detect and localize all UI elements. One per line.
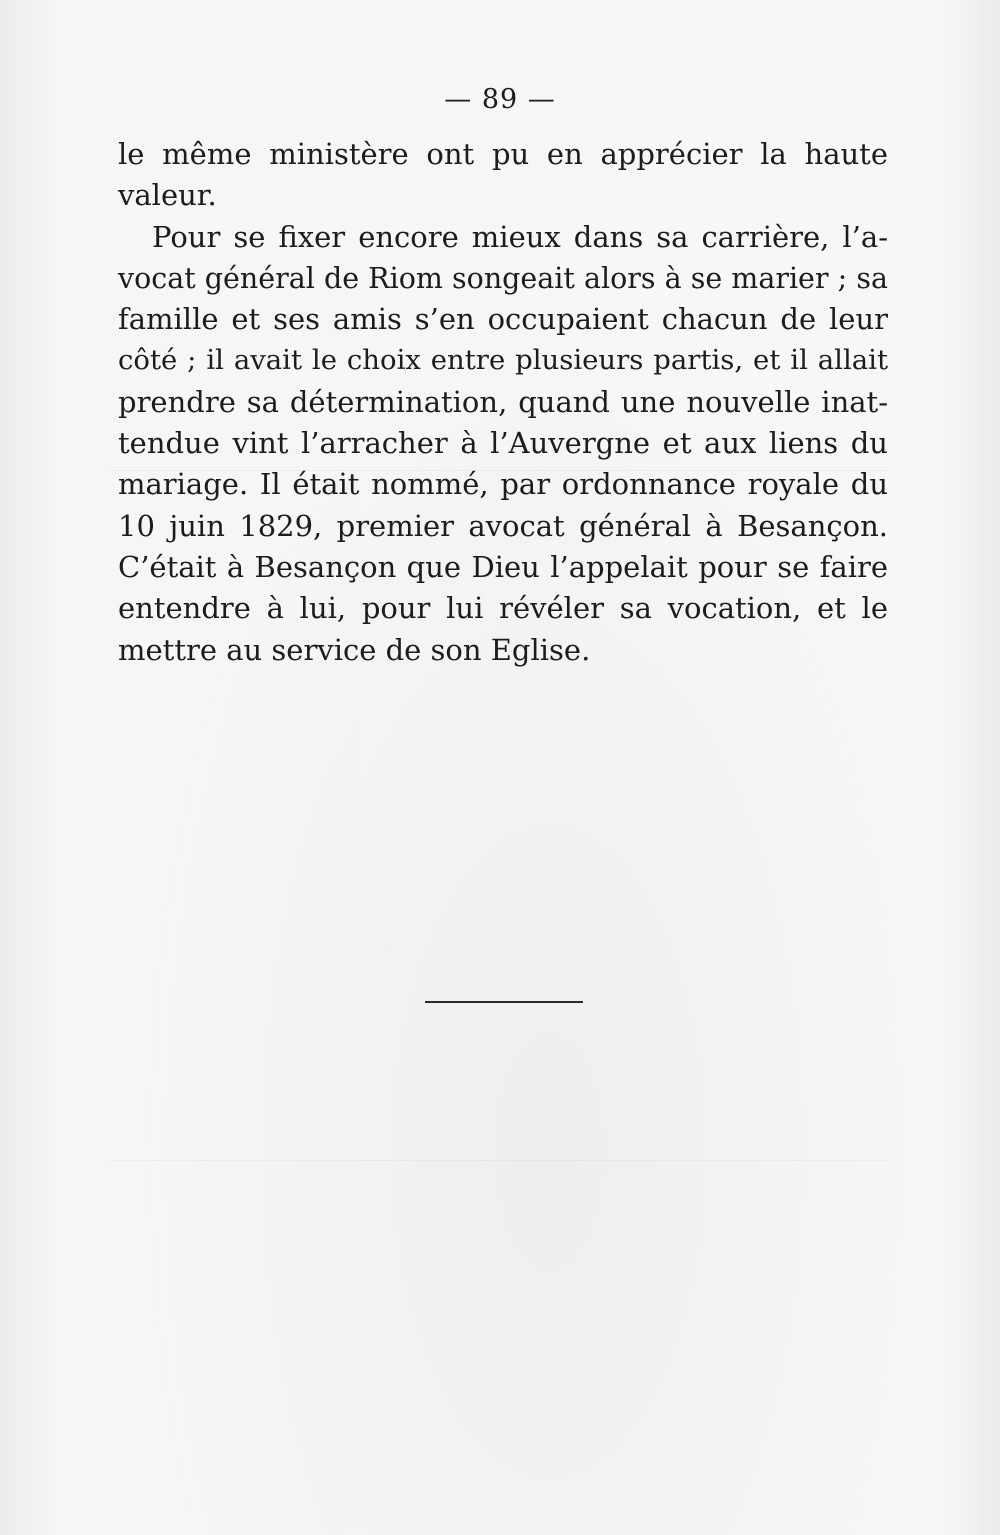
body-text bbox=[118, 134, 888, 671]
text-line: famille et ses amis s’en occupaient chacun de leur bbox=[118, 302, 888, 337]
text-line: vocat général de Riom songeait alors à se marier ; sa bbox=[118, 261, 888, 295]
text-line: C’était à Besançon que Dieu l’appelait pour se faire bbox=[118, 549, 888, 584]
text-line: côté ; il avait le choix entre plusieurs partis, et il allait bbox=[118, 344, 888, 377]
text-line: entendre à lui, pour lui révéler sa vocation, et le bbox=[118, 591, 888, 626]
section-divider bbox=[425, 1001, 583, 1003]
text-line: tendue vint l’arracher à l’Auvergne et aux liens du bbox=[118, 426, 888, 461]
page-number: — 89 — bbox=[444, 84, 556, 115]
text-line: 10 juin 1829, premier avocat général à Besançon. bbox=[118, 508, 888, 543]
text-line: mettre au service de son Eglise. bbox=[118, 632, 591, 667]
text-line: prendre sa détermination, quand une nouvelle inat- bbox=[118, 384, 888, 419]
text-line: mariage. Il était nommé, par ordonnance royale du bbox=[118, 467, 888, 502]
text-line: Pour se fixer encore mieux dans sa carrière, l’a- bbox=[152, 219, 888, 254]
show-through-shadow bbox=[110, 1160, 890, 1161]
text-line: le même ministère ont pu en apprécier la haute bbox=[118, 137, 888, 171]
text-line: valeur. bbox=[118, 178, 217, 213]
